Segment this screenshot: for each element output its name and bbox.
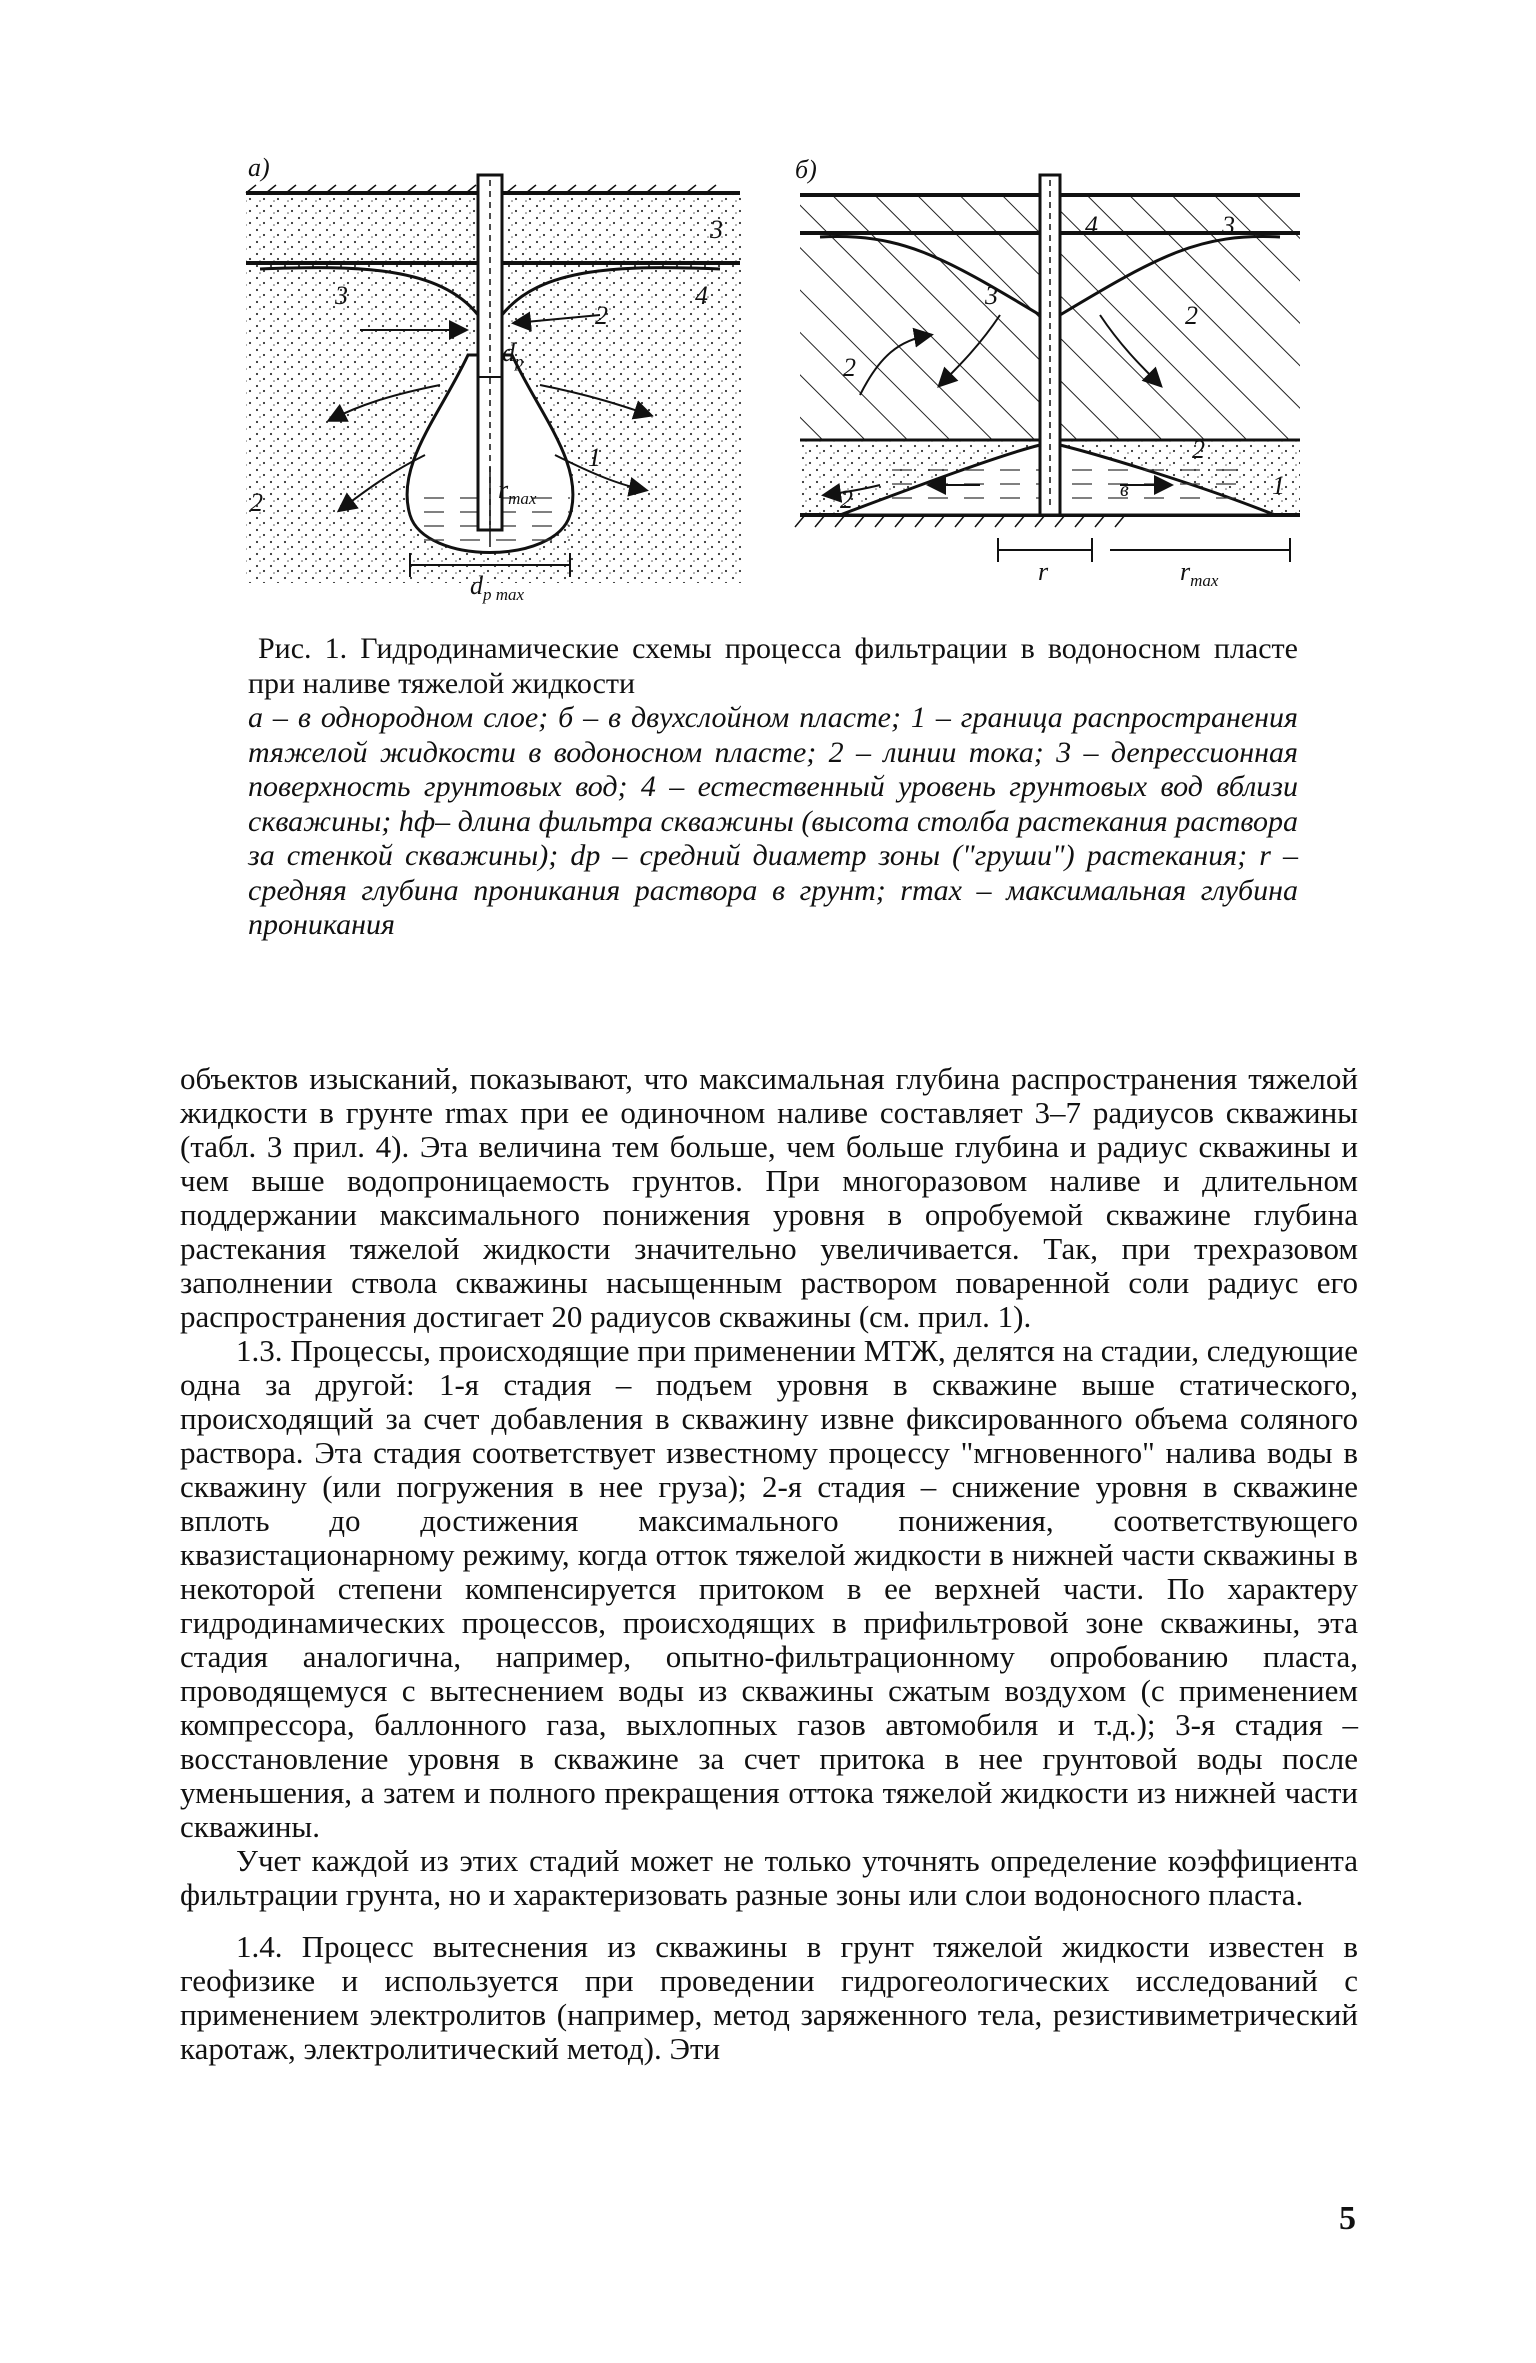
hydrodynamic-schemes-figure: [240, 155, 1305, 620]
caption-legend: а – в однородном слое; б – в двухслойном пласте; 1 – граница распространения тяжелой жидкости в водоносном пласте; 2 – линии тока; 3 – депрессионная поверхность грунтовых вод; 4 – естественный уровень грунтовых вод вблизи скважины; hф– длина фильтра скважины (высота столба растекания раствора за стенкой скважины); dр – средний диаметр зоны ("груши") растекания; r – средняя глубина проникания раствора в грунт; rmax – максимальная глубина проникания: [248, 701, 1298, 941]
page-number: 5: [1339, 2200, 1356, 2237]
paragraph-1-3: 1.3. Процессы, происходящие при применении МТЖ, делятся на стадии, следующие одна за другой: 1-я стадия – подъем уровня в скважине выше статического, происходящий за счет добавления в скважину извне фиксированного объема соляного раствора. Эта стадия соответствует известному процессу "мгновенного" налива воды в скважину (или погружения в нее груза); 2-я стадия – снижение уровня в скважине вплоть до достижения максимального понижения, соответствующего квазистационарному режиму, когда отток тяжелой жидкости в нижней части скважины в некоторой степени компенсируется притоком в ее верхней части. По характеру гидродинамических процессов, происходящих в прифильтровой зоне скважины, эта стадия аналогична, например, опытно-фильтрационному опробованию пласта, проводящемуся с вытеснением воды из скважины сжатым воздухом (с применением компрессора, баллонного газа, выхлопных газов автомобиля и т.д.); 3-я стадия – восстановление уровня в скважине за счет притока в нее грунтовой воды после уменьшения, а затем и полного прекращения оттока тяжелой жидкости из нижней части скважины.: [180, 1333, 1358, 1844]
label-a-2-bottom: 2: [250, 488, 263, 517]
label-b-2-right: 2: [1185, 301, 1198, 330]
label-a-1: 1: [588, 443, 601, 472]
label-b-4: 4: [1085, 211, 1098, 240]
label-b-rmax: $r_{max}$: [1180, 557, 1219, 591]
label-b-2-left: 2: [843, 353, 856, 382]
figure-1: [240, 155, 1305, 620]
label-a-rmax: $r_{max}$: [498, 475, 537, 509]
panel-b-label: б): [795, 155, 817, 184]
label-a-2-right: 2: [595, 301, 608, 330]
label-b-3-mid: 3: [985, 281, 998, 310]
caption-title: Рис. 1. Гидродинамические схемы процесса фильтрации в водоносном пласте при наливе тяжелой жидкости: [248, 632, 1298, 700]
label-a-4: 4: [695, 281, 708, 310]
paragraph-stages-note: Учет каждой из этих стадий может не только уточнять определение коэффициента фильтрации грунта, но и характеризовать разные зоны или слои водоносного пласта.: [180, 1843, 1358, 1912]
label-a-3-left: 3: [335, 281, 348, 310]
label-b-3-top: 3: [1222, 211, 1235, 240]
label-a-3-top: 3: [710, 215, 723, 244]
paragraph-1-4: 1.4. Процесс вытеснения из скважины в грунт тяжелой жидкости известен в геофизике и используется при проведении гидрогеологических исследований с применением электролитов (например, метод заряженного тела, резистивиметрический каротаж, электролитический метод). Эти: [180, 1929, 1358, 2066]
body-text: [180, 1062, 1358, 2066]
label-b-v: в: [1120, 479, 1129, 501]
label-a-dp: $d_р$: [502, 338, 524, 372]
label-a-dpmax: $d_{р max}$: [470, 571, 525, 605]
label-b-2-low-right: 2: [1192, 435, 1205, 464]
label-b-r: r: [1038, 557, 1049, 586]
paragraph-1: объектов изысканий, показывают, что максимальная глубина распространения тяжелой жидкости в грунте rmax при ее одиночном наливе составляет 3–7 радиусов скважины (табл. 3 прил. 4). Эта величина тем больше, чем больше глубина и радиус скважины и чем выше водопроницаемость грунтов. При многоразовом наливе и длительном поддержании максимального понижения уровня в опробуемой скважине глубина растекания тяжелой жидкости значительно увеличивается. Так, при трехразовом заполнении ствола скважины насыщенным раствором поваренной соли радиус его распространения достигает 20 радиусов скважины (см. прил. 1).: [180, 1061, 1358, 1334]
label-b-2-low-left: 2: [840, 485, 853, 514]
figure-caption: [248, 632, 1298, 943]
label-b-1: 1: [1272, 471, 1285, 500]
panel-a-label: а): [248, 153, 270, 182]
panel-a-diagram: [246, 175, 741, 583]
